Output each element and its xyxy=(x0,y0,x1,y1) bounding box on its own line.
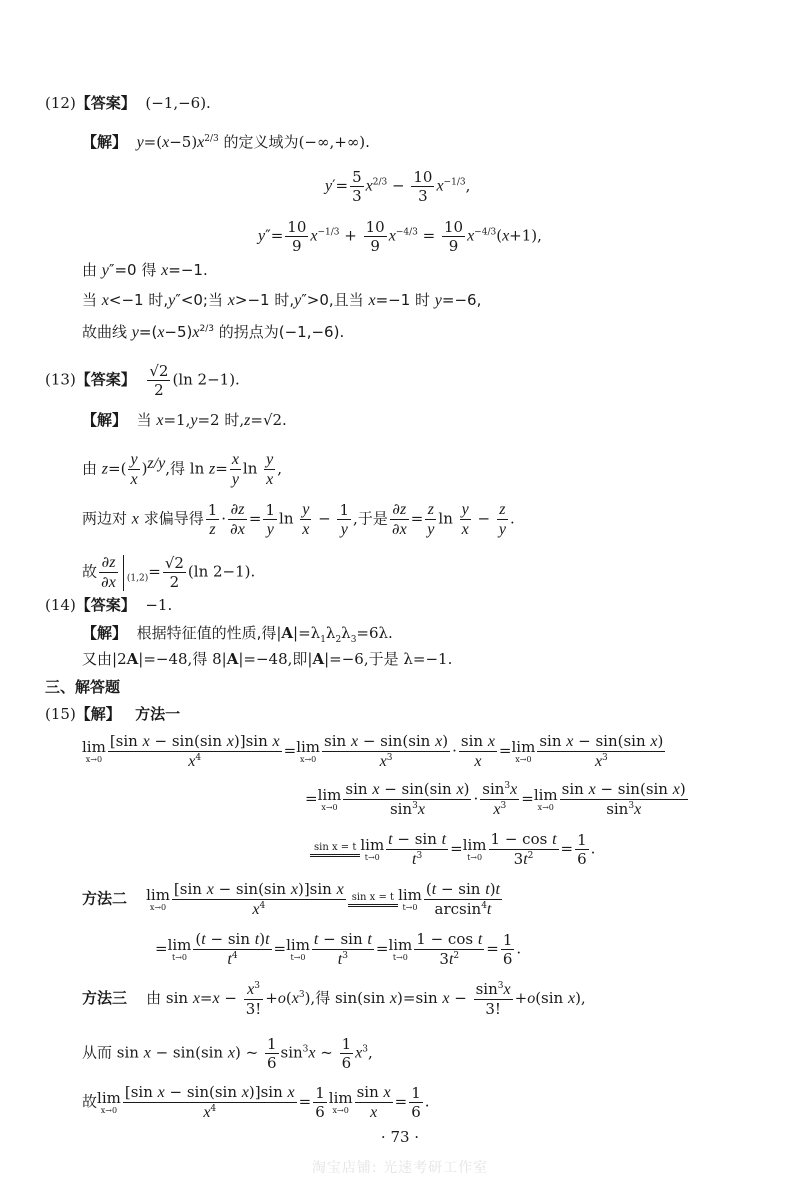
watermark: 淘宝店铺: 光速考研工作室 xyxy=(311,1160,489,1176)
q15-m1-line2: =lim x→0 $\frac{\text{sin x − sin(sin x)}}{\sin^3x}$ · $\frac{\sin^3x}{x^3}$ =lim x→0 $\frac{\text{sin x − sin(sin x)}}{\sin^3x}$ xyxy=(305,780,686,819)
q15-header: (15)【解】 方法一 xyxy=(45,705,181,723)
q12-line2: y′= $\frac{5}{3}$ $x^{2/3}$ − $\frac{10}{3}$ $x^{-1/3}$, xyxy=(325,168,471,205)
q13-line2: 由 z=( $\frac{y}{x}$ )$^{z/y}$,得 ln z= $\frac{x}{y}$ ln $\frac{y}{x}$ , xyxy=(82,451,283,489)
section-title: 三、解答题 xyxy=(45,678,121,696)
q15-m2-line2: =lim t→0 $\frac{\text{(t − sin t)t}}{t^4}$ =lim t→0 $\frac{\text{t − sin t}}{t^3}$ =lim t→0 $\frac{\text{1 − cos t}}{3t^2}$ = $\frac{1}{6}$ . xyxy=(155,930,522,969)
q12-line1: 【解】 $y=(x-5)x^{2/3}$ 的定义域为(−∞,+∞). xyxy=(82,133,370,151)
q12-line5: 当 x<−1 时,y″<0;当 x>−1 时,y″>0,且当 x=−1 时 y=−6, xyxy=(82,291,482,309)
page-number: · 73 · xyxy=(380,1128,420,1146)
q14-line1: 【解】 根据特征值的性质,得$|A|=\lambda_1\lambda_2\lambda_3=6\lambda$. xyxy=(82,624,393,645)
q14-header: (14)【答案】 −1. xyxy=(45,596,173,614)
q13-header: (13)【答案】 $\frac{√2}{2}$ (ln 2−1). xyxy=(45,362,240,399)
q13-line1: 【解】 当 x=1,y=2 时,z=√2. xyxy=(82,411,287,429)
q15-m3-line2: 从而 sin x − sin(sin x) ~ $\frac{1}{6}$ $\sin^3x$ ~ $\frac{1}{6}$ $x^3$, xyxy=(82,1035,373,1072)
q15-m1-line1: lim x→0 $\frac{\text{[sin x − sin(sin x)]sin x}}{x^4}$ =lim x→0 $\frac{\text{sin x − sin(sin x)}}{x^3}$ · $\frac{\text{sin x}}{x}$ =lim x→0 $\frac{\text{sin x − sin(sin x)}}{x^3}$ xyxy=(82,732,664,771)
q13-line4: 故 $\frac{\partial z}{\partial x}$ $_{(1,2)}$= $\frac{√2}{2}$ (ln 2−1). xyxy=(82,553,256,592)
q12-line3: y″= $\frac{10}{9}$ $x^{-1/3}$ + $\frac{10}{9}$ $x^{-4/3}$ = $\frac{10}{9}$ $x^{-4/3}(x+1)$, xyxy=(258,218,542,255)
q15-m3-line3: 故lim x→0 $\frac{\text{[sin x − sin(sin x)]sin x}}{x^4}$ = $\frac{1}{6}$ lim x→0 $\frac{\text{sin x}}{x}$ = $\frac{1}{6}$ . xyxy=(82,1083,430,1122)
q13-line3: 两边对 x 求偏导得 $\frac{1}{z}$ · $\frac{\partial z}{\partial x}$ = $\frac{1}{y}$ ln $\frac{y}{x}$ − $\frac{1}{y}$ ,于是 $\frac{\partial z}{\partial x}$ = $\frac{z}{y}$ ln $\frac{y}{x}$ − $\frac{z}{y}$ . xyxy=(82,500,515,539)
q15-m3-line1: 方法三 由 sin x=x − $\frac{x^3}{3!}$ $+o(x^3)$,得 sin(sin x)=sin x − $\frac{\sin^3x}{3!}$ +o(sin x), xyxy=(82,980,586,1019)
q15-m2-line1: 方法二 lim x→0 $\frac{\text{[sin x − sin(sin x)]sin x}}{x^4}$ sin x = t lim t→0 $\frac{\text{(t − sin t)t}}{\arcsin^4t}$ xyxy=(82,880,500,919)
q15-m1-line3: sin x = t lim t→0 $\frac{\text{t − sin t}}{t^3}$ =lim t→0 $\frac{\text{1 − cos t}}{3t^2}$ = $\frac{1}{6}$ . xyxy=(310,830,595,869)
q12-line6: 故曲线 $y=(x-5)x^{2/3}$ 的拐点为(−1,−6). xyxy=(82,323,345,341)
q14-line2: 又由|2A|=−48,得 8|A|=−48,即|A|=−6,于是 λ=−1. xyxy=(82,650,453,668)
q12-line4: 由 y″=0 得 x=−1. xyxy=(82,261,208,279)
q12-header: (12)【答案】 (−1,−6). xyxy=(45,94,211,112)
